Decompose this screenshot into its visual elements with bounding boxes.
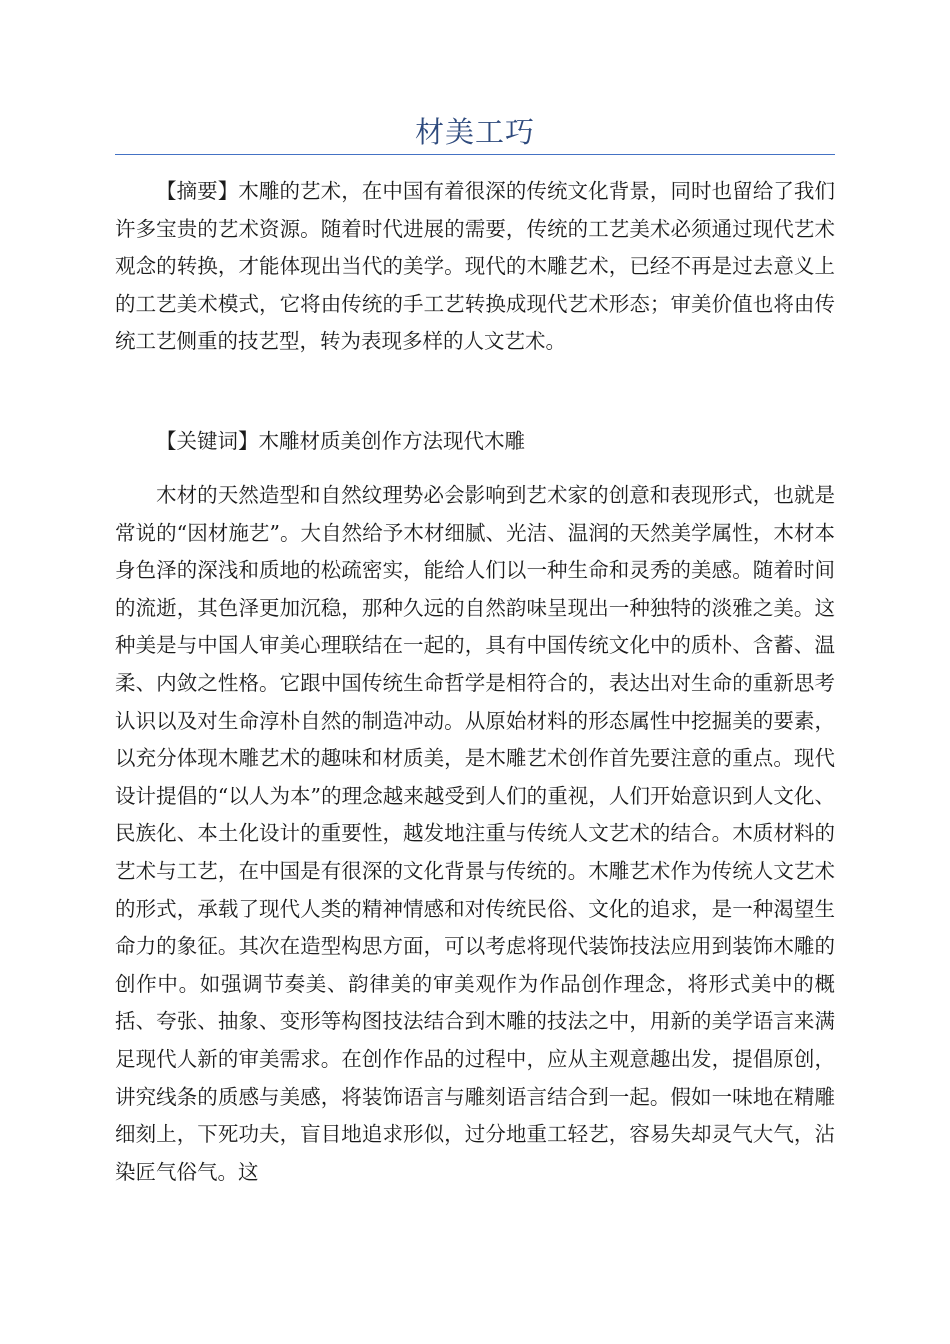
body-paragraph: 木材的天然造型和自然纹理势必会影响到艺术家的创意和表现形式，也就是常说的“因材施艺”。大自然给予木材细腻、光洁、温润的天然美学属性，木材本身色泽的深浅和质地的松疏密实，能给人们以一种生命和灵秀的美感。随着时间的流逝，其色泽更加沉稳，那种久远的自然韵味呈现出一种独特的淡雅之美。这种美是与中国人审美心理联结在一起的，具有中国传统文化中的质朴、含蓄、温柔、内敛之性格。它跟中国传统生命哲学是相符合的，表达出对生命的重新思考认识以及对生命淳朴自然的制造冲动。从原始材料的形态属性中挖掘美的要素，以充分体现木雕艺术的趣味和材质美，是木雕艺术创作首先要注意的重点。现代设计提倡的“以人为本”的理念越来越受到人们的重视，人们开始意识到人文化、民族化、本土化设计的重要性，越发地注重与传统人文艺术的结合。木质材料的艺术与工艺，在中国是有很深的文化背景与传统的。木雕艺术作为传统人文艺术的形式，承载了现代人类的精神情感和对传统民俗、文化的追求，是一种渴望生命力的象征。其次在造型构思方面，可以考虑将现代装饰技法应用到装饰木雕的创作中。如强调节奏美、韵律美的审美观作为作品创作理念，将形式美中的概括、夸张、抽象、变形等构图技法结合到木雕的技法之中，用新的美学语言来满足现代人新的审美需求。在创作作品的过程中，应从主观意趣出发，提倡原创，讲究线条的质感与美感，将装饰语言与雕刻语言结合到一起。假如一味地在精雕细刻上，下死功夫，盲目地追求形似，过分地重工轻艺，容易失却灵气大气，沾染匠气俗气。这 (115, 483, 835, 1184)
title-underline (115, 154, 835, 155)
document-title: 材美工巧 (414, 115, 535, 149)
keywords-paragraph: 【关键词】木雕材质美创作方法现代木雕 (156, 429, 525, 453)
abstract-paragraph: 【摘要】木雕的艺术，在中国有着很深的传统文化背景，同时也留给了我们许多宝贵的艺术资源。随着时代进展的需要，传统的工艺美术必须通过现代艺术观念的转换，才能体现出当代的美学。现代的木雕艺术，已经不再是过去意义上的工艺美术模式，它将由传统的手工艺转换成现代艺术形态；审美价值也将由传统工艺侧重的技艺型，转为表现多样的人文艺术。 (115, 179, 835, 354)
